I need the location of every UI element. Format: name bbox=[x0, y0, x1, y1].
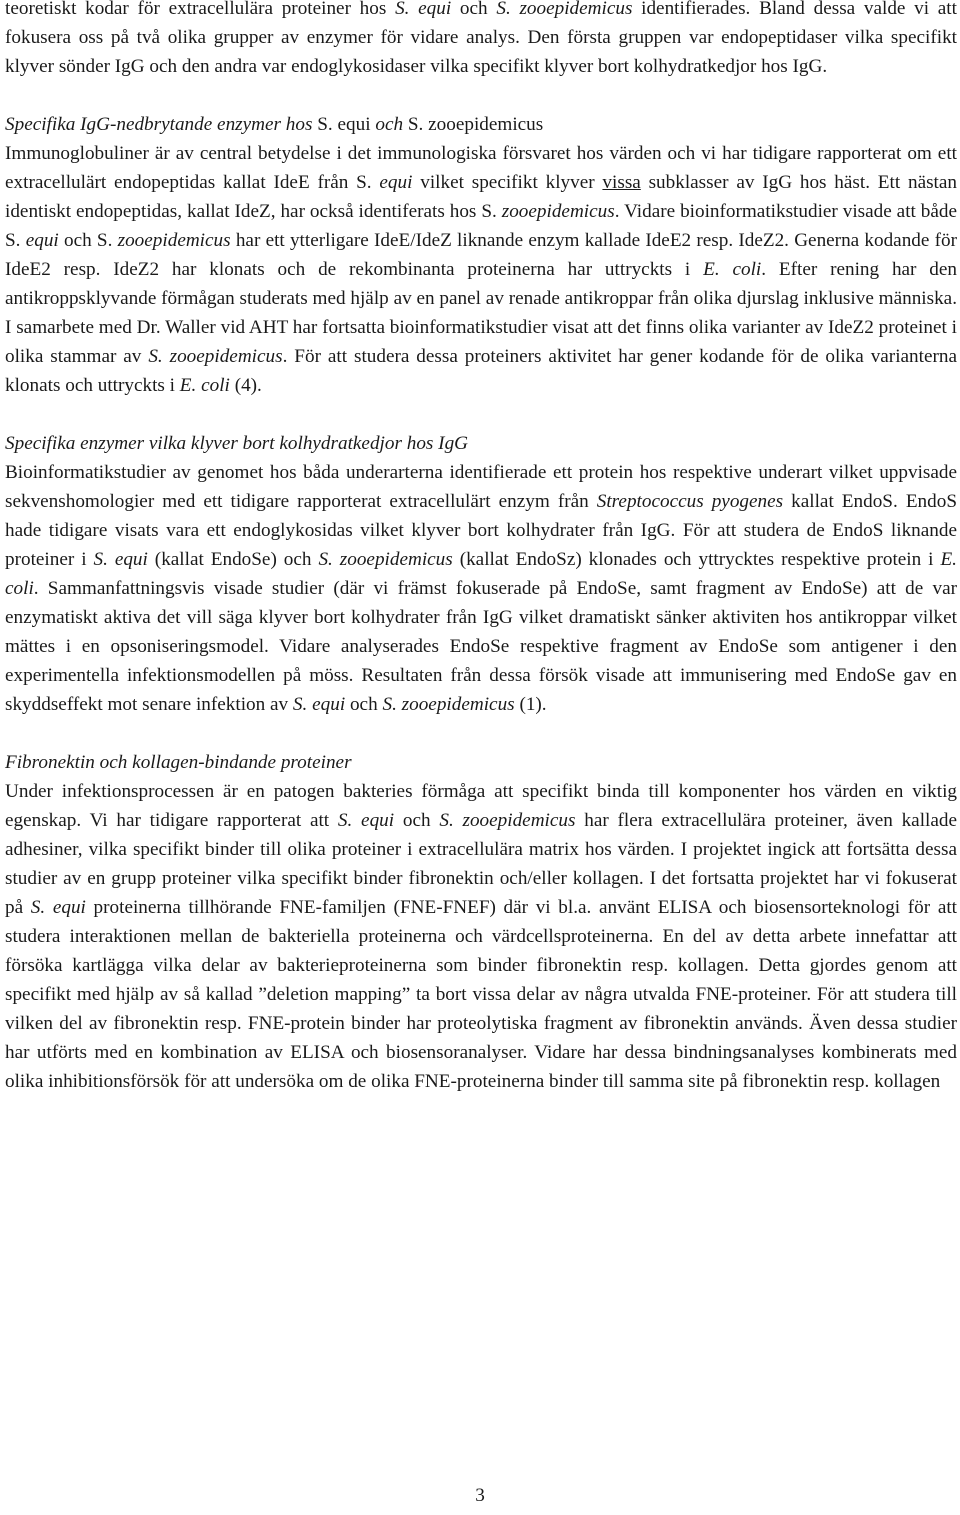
text-run: Immunoglobuliner är av central betydelse i det immunologiska försvaret hos värden och vi har tidigare rapporterat om ett extracellulärt endopeptidas kallat IdeE från bbox=[5, 143, 957, 193]
species-name: S. equi bbox=[337, 810, 395, 831]
text-run: Bioinformatikstudier av genomet hos båda underarterna identifierade ett protein hos respektive underart vilket uppvisade sekvenshomologier med ett tidigare rapporterat extracellulärt enzym från bbox=[5, 462, 957, 512]
text-run: har ett ytterligare IdeE/IdeZ liknande enzym kallade IdeE2 resp. IdeZ2. Generna kodande för IdeE2 resp. IdeZ2 har klonats och de rekombinanta proteinerna har uttryckts i bbox=[5, 230, 958, 280]
section-heading: Specifika enzymer vilka klyver bort kolhydratkedjor hos IgG bbox=[5, 433, 469, 454]
section-igg-enzymes bbox=[5, 110, 957, 400]
text-run: Under infektionsprocessen är en patogen bakteries förmåga att specifikt binda till komponenter hos värden en viktig egenskap. Vi har tidigare rapporterat att bbox=[5, 781, 957, 831]
intro-paragraph bbox=[5, 0, 957, 81]
section-heading: Specifika IgG-nedbrytande enzymer hos S. equi och S. zooepidemicus bbox=[5, 114, 544, 135]
text-run: S. bbox=[356, 172, 380, 193]
text-run: och bbox=[58, 230, 97, 251]
species-name: S. zooepidemicus bbox=[496, 0, 633, 19]
text-run: subklasser av IgG hos häst. Ett nästan identiskt endopeptidas, kallat IdeZ, har också identiferats hos bbox=[5, 172, 957, 222]
text-run: S. bbox=[5, 230, 26, 251]
section-carbohydrate-enzymes bbox=[5, 429, 957, 719]
underlined-word: vissa bbox=[602, 172, 641, 193]
text-run: proteinerna tillhörande FNE-familjen (FNE-FNEF) där vi bl.a. använt ELISA och biosensorteknologi för att studera interaktionen mellan de bakteriella proteinerna och värdcellsproteinerna. En del av detta arbete innefattar att försöka kartlägga vilka delar av bakterieproteinerna som binder fibronektin resp. kollagen. Detta gjordes genom att specifikt med hjälp av så kallad ”deletion mapping” ta bort vissa delar av några utvalda FNE-proteiner. För att studera till vilken del av fibronektin resp. FNE-protein binder har proteolytiska fragment av fibronektin används. Även dessa studier har utförts med en kombination av ELISA och biosensoranalyser. Vidare har dessa bindningsanalyses kombinerats med olika inhibitionsförsök för att undersöka om de olika FNE-proteinerna binder till samma site på fibronektin resp. kollagen bbox=[5, 897, 957, 1092]
text-run: . Vidare bioinformatikstudier visade att både bbox=[614, 201, 958, 222]
species-name: S. zooepidemicus bbox=[382, 694, 515, 715]
species-name: Streptococcus pyogenes bbox=[596, 491, 784, 512]
text-run: . Efter rening har den antikroppsklyvande förmågan studerats med hjälp av en panel av renade antikroppar från olika djurslag inklusive människa. I samarbete med Dr. Waller vid AHT har fortsatta bioinformatikstudier visat att det finns olika varianter av IdeZ2 proteinet i olika stammar av bbox=[5, 259, 957, 367]
species-name: S. zooepidemicus bbox=[148, 346, 283, 367]
section-heading: Fibronektin och kollagen-bindande proteiner bbox=[5, 752, 352, 773]
text-run: identifierades. Bland dessa valde vi att fokusera oss på två olika grupper av enzymer för vidare analys. Den första gruppen var endopeptidaser vilka specifikt klyver sönder IgG och den andra var endoglykosidaser vilka specifikt klyver bort kolhydratkedjor hos IgG. bbox=[5, 0, 957, 77]
document-body bbox=[5, 0, 957, 1096]
text-run: S. bbox=[481, 201, 502, 222]
text-run: och bbox=[451, 0, 497, 19]
text-run: har flera extracellulära proteiner, även kallade adhesiner, vilka specifikt binder till olika proteiner i extracellulära matrix hos värden. I projektet ingick att fortsätta dessa studier av en grupp proteiner vilka specifikt binder fibronektin och/eller kollagen. I det fortsatta projektet har vi fokuserat på bbox=[5, 810, 957, 918]
species-name: S. equi bbox=[395, 0, 452, 19]
text-run: vilket specifikt klyver bbox=[412, 172, 603, 193]
text-run: (4). bbox=[229, 375, 262, 396]
text-run: . Sammanfattningsvis visade studier (där vi främst fokuserade på EndoSe, samt fragment av EndoSe) att de var enzymatiskt aktiva det vill säga klyver bort kolhydrater från IgG vilket dramatiskt sänker aktiviten hos antikroppar vilket mättes i en opsoniseringsmodel. Vidare analyserades EndoSe respektive fragment av EndoSe som antigener i den experimentella infektionsmodellen på möss. Resultaten från dessa försök visade att immunisering med EndoSe gav en skyddseffekt mot senare infektion av bbox=[5, 578, 957, 715]
section-binding-proteins bbox=[5, 748, 957, 1096]
species-name: S. equi bbox=[292, 694, 346, 715]
page-number: 3 bbox=[475, 1485, 485, 1506]
text-run: och bbox=[394, 810, 440, 831]
species-name: zooepidemicus bbox=[501, 201, 615, 222]
species-name: E. coli bbox=[703, 259, 762, 280]
text-run: . För att studera dessa proteiners aktivitet har gener kodande för de olika varianterna klonats och uttryckts i bbox=[5, 346, 957, 396]
species-name: E. coli bbox=[5, 549, 957, 599]
species-name: S. zooepidemicus bbox=[439, 810, 576, 831]
text-run: (1). bbox=[514, 694, 547, 715]
species-name: equi bbox=[25, 230, 59, 251]
species-name: zooepidemicus bbox=[117, 230, 231, 251]
species-name: S. zooepidemicus bbox=[318, 549, 453, 570]
text-run: (kallat EndoSe) och bbox=[147, 549, 319, 570]
text-run: teoretiskt kodar för extracellulära proteiner hos bbox=[5, 0, 396, 19]
species-name: E. coli bbox=[179, 375, 230, 396]
text-run: S. bbox=[96, 230, 118, 251]
text-run: (kallat EndoSz) klonades och yttrycktes respektive protein i bbox=[452, 549, 941, 570]
species-name: S. equi bbox=[93, 549, 148, 570]
species-name: S. equi bbox=[30, 897, 86, 918]
text-run: och bbox=[345, 694, 383, 715]
text-run: kallat EndoS. EndoS hade tidigare visats vara ett endoglykosidas vilket klyver bort kolhydrater från IgG. För att studera de EndoS liknande proteiner i bbox=[5, 491, 957, 570]
species-name: equi bbox=[379, 172, 413, 193]
